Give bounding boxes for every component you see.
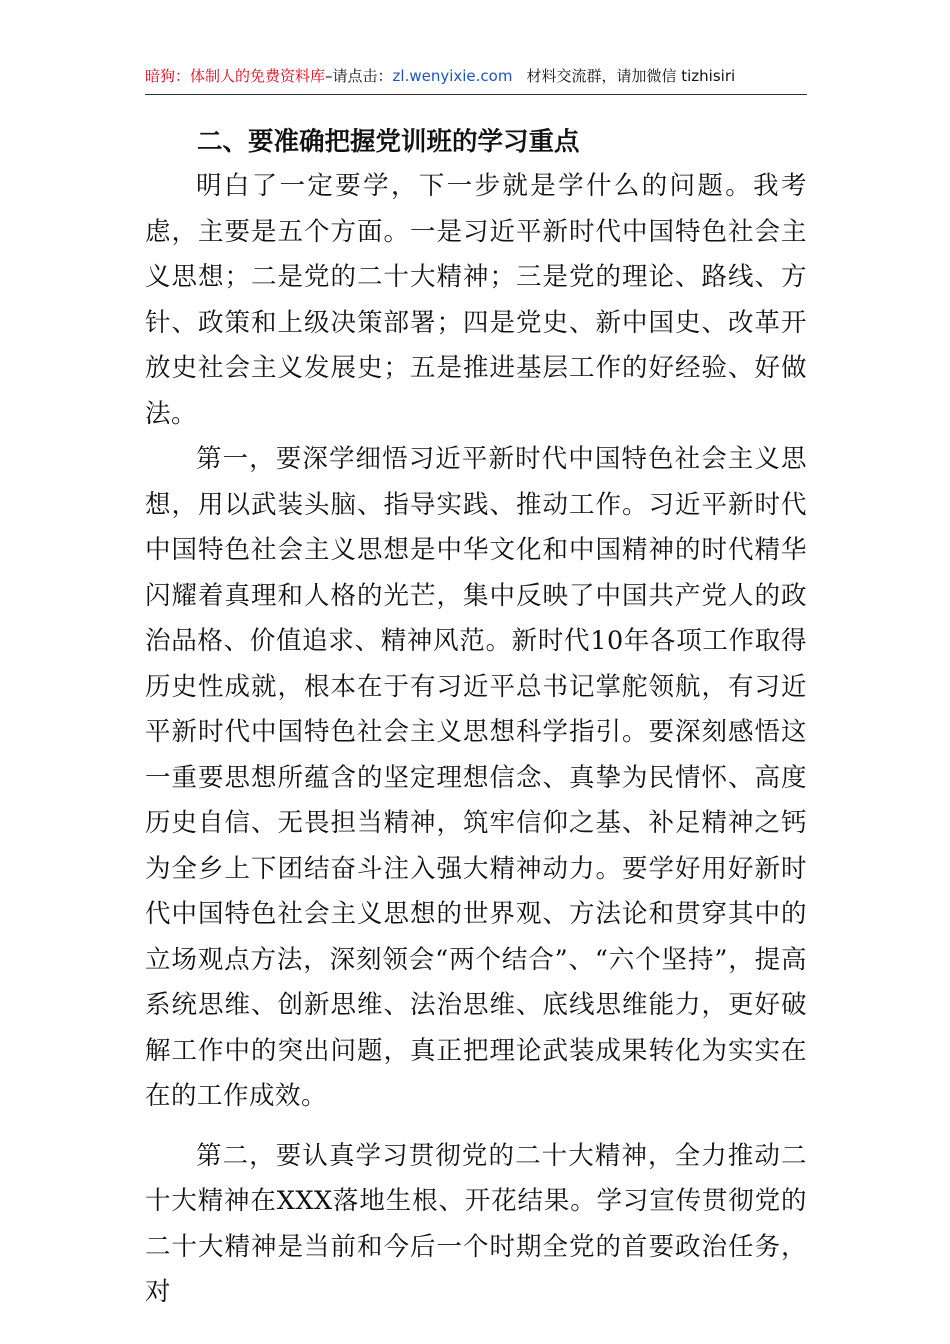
header-contact: 材料交流群，请加微信 tizhisiri xyxy=(526,67,736,85)
paragraph-second-point: 第二，要认真学习贯彻党的二十大精神，全力推动二十大精神在XXX落地生根、开花结果。学习宣传贯彻党的二十大精神是当前和今后一个时期全党的首要政治任务，对 xyxy=(145,1140,807,1307)
header-brand: 暗狗：体制人的免费资料库 xyxy=(145,67,326,85)
page-header xyxy=(145,62,807,95)
section-heading: 二、要准确把握党训班的学习重点 xyxy=(197,127,580,157)
paragraph-intro: 明白了一定要学，下一步就是学什么的问题。我考虑，主要是五个方面。一是习近平新时代中国特色社会主义思想；二是党的二十大精神；三是党的理论、路线、方针、政策和上级决策部署；四是党史、新中国史、改革开放史社会主义发展史；五是推进基层工作的好经验、好做法。 xyxy=(145,171,807,429)
document-body xyxy=(145,120,807,1316)
header-click-label: –请点击： xyxy=(325,67,393,85)
paragraph-first-point: 第一，要深学细悟习近平新时代中国特色社会主义思想，用以武装头脑、指导实践、推动工作。习近平新时代中国特色社会主义思想是中华文化和中国精神的时代精华闪耀着真理和人格的光芒，集中反映了中国共产党人的政治品格、价值追求、精神风范。新时代10年各项工作取得历史性成就，根本在于有习近平总书记掌舵领航，有习近平新时代中国特色社会主义思想科学指引。要深刻感悟这一重要思想所蕴含的坚定理想信念、真挚为民情怀、高度历史自信、无畏担当精神，筑牢信仰之基、补足精神之钙为全乡上下团结奋斗注入强大精神动力。要学好用好新时代中国特色社会主义思想的世界观、方法论和贯穿其中的立场观点方法，深刻领会“两个结合”、“六个坚持”，提高系统思维、创新思维、法治思维、底线思维能力，更好破解工作中的突出问题，真正把理论武装成果转化为实实在在的工作成效。 xyxy=(145,444,807,1111)
header-url-link[interactable]: zl.wenyixie.com xyxy=(392,67,513,85)
